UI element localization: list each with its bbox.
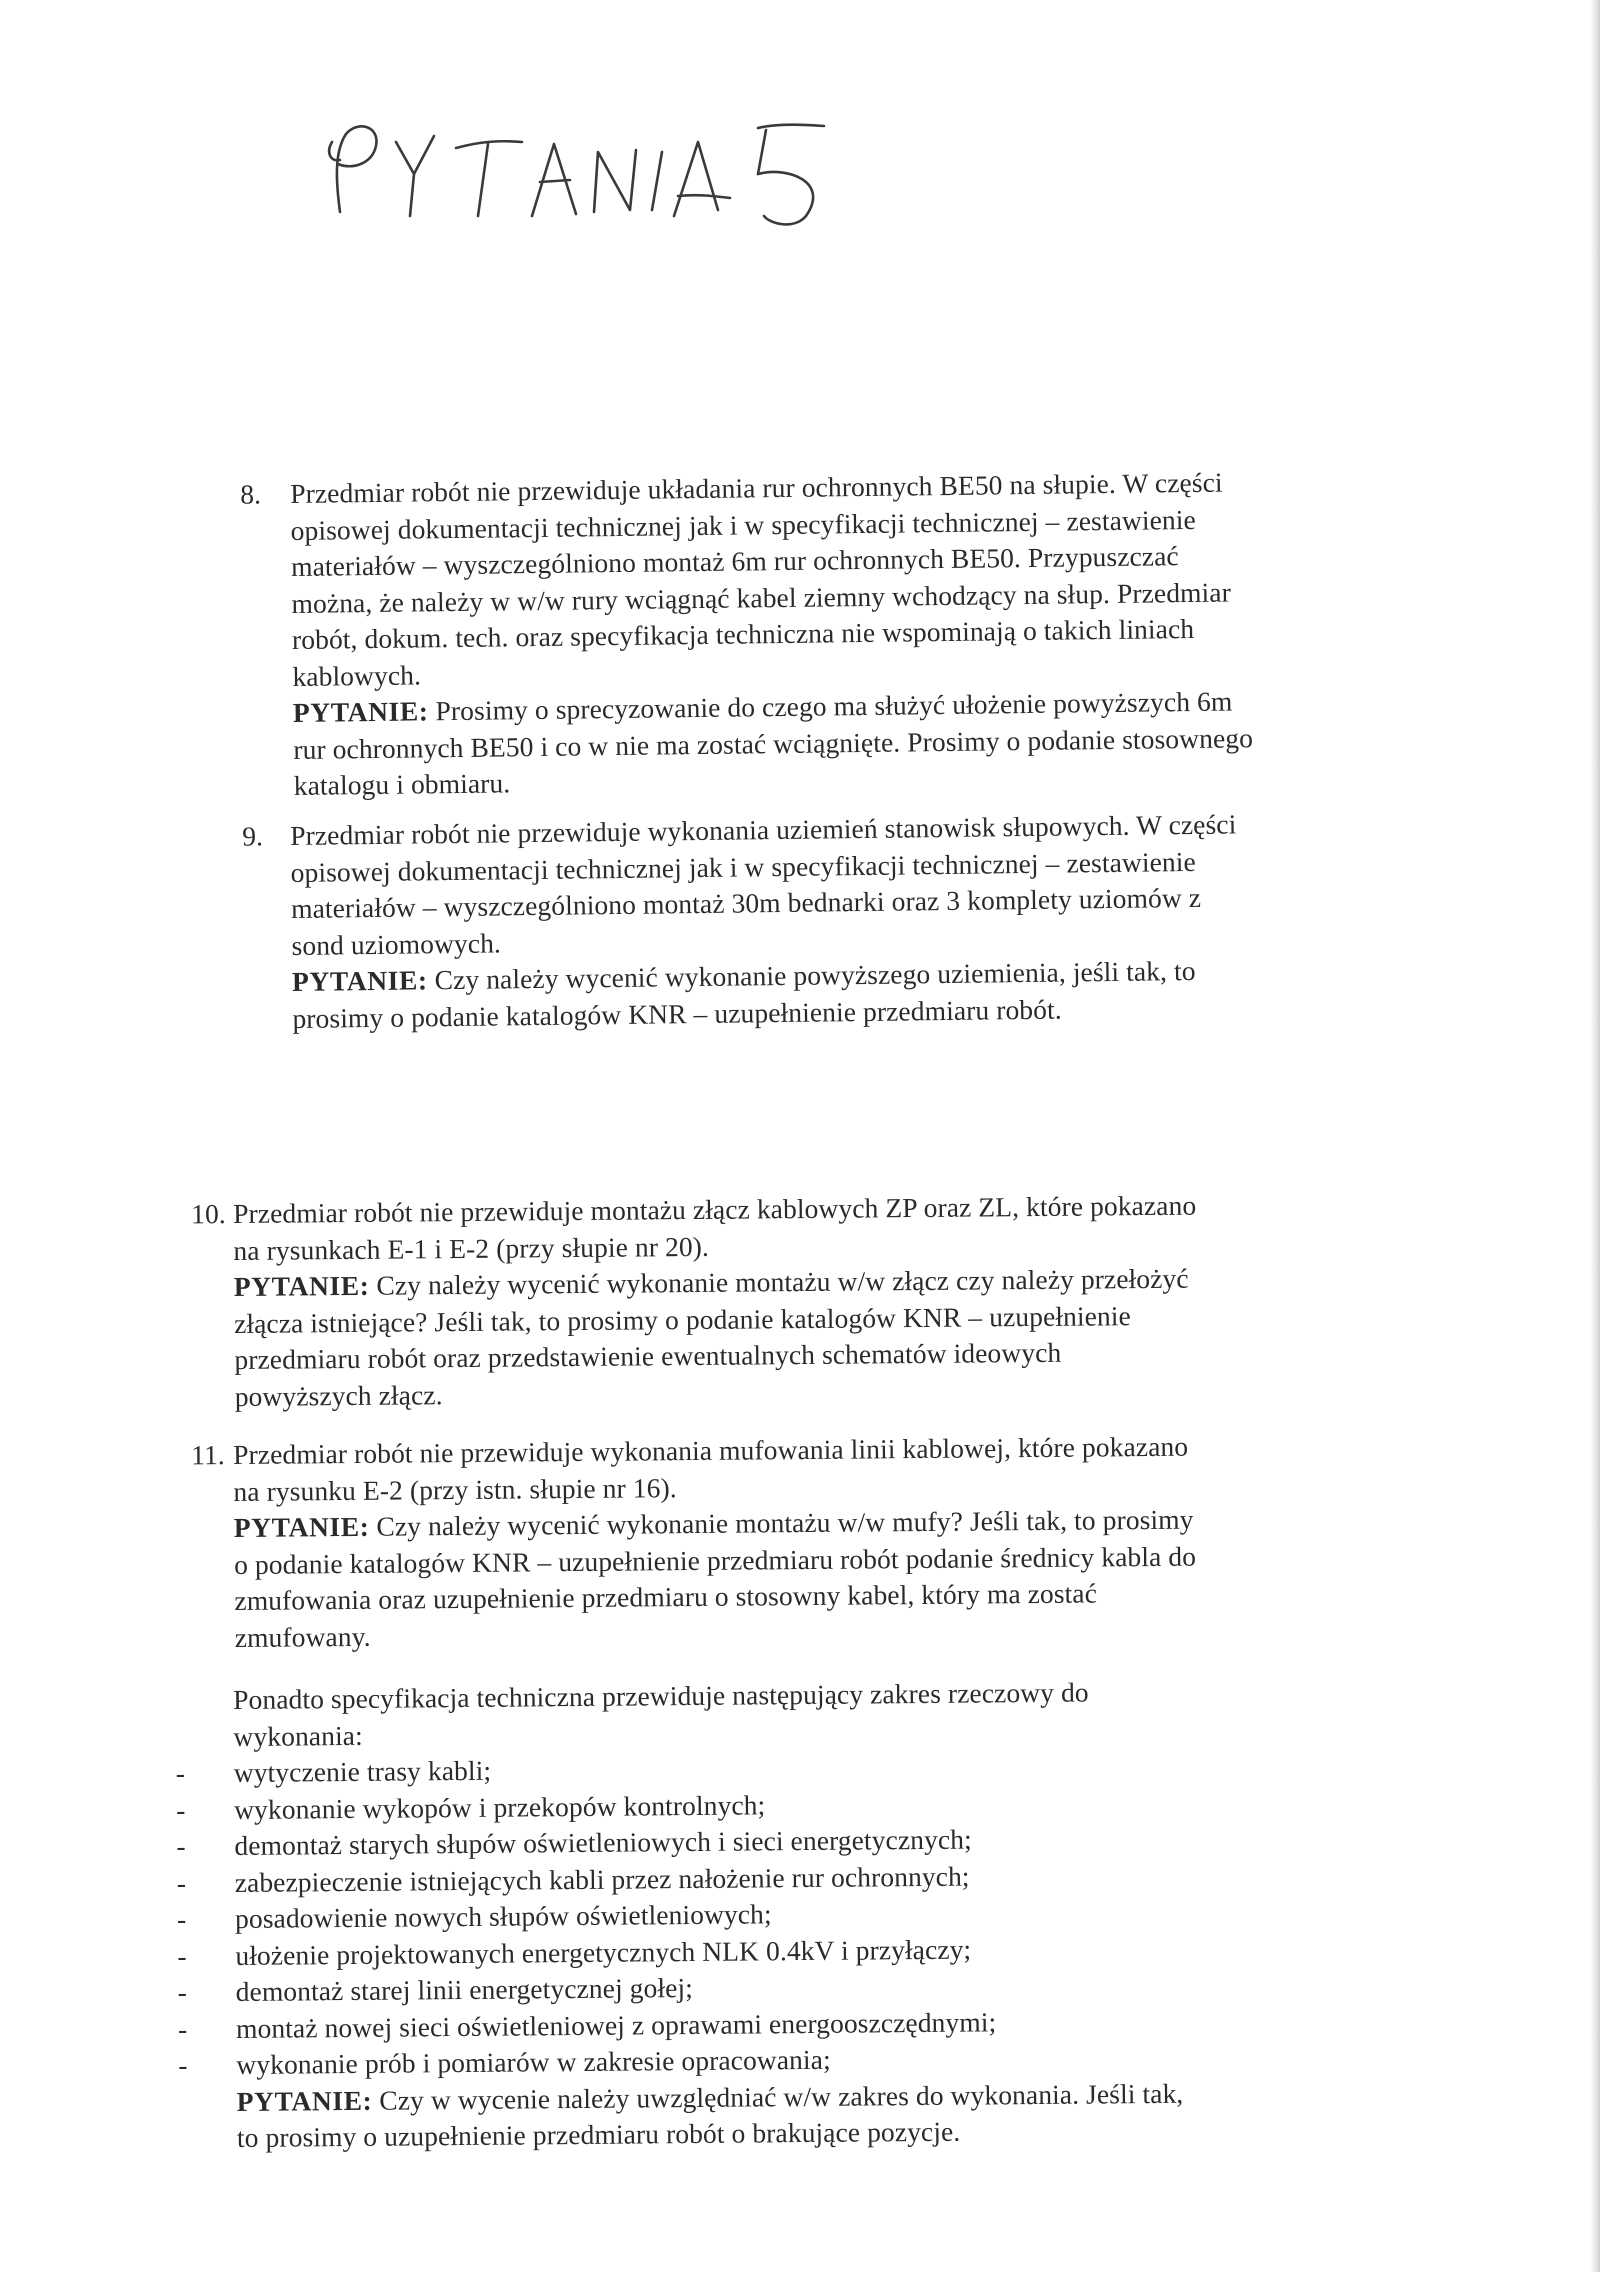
item-9-line: materiałów – wyszczególniono montaż 30m bednarki oraz 3 komplety uziomów z bbox=[290, 881, 1202, 924]
item-11-question-line: zmufowany. bbox=[234, 1620, 371, 1653]
bullet-marker: - bbox=[175, 1757, 186, 1789]
item-10-line: Przedmiar robót nie przewiduje montażu złącz kablowych ZP oraz ZL, które pokazano bbox=[233, 1189, 1197, 1229]
item-9 bbox=[242, 806, 1239, 1037]
bullet-text: demontaż starej linii energetycznej gołej; bbox=[235, 1971, 694, 2007]
bullet-marker: - bbox=[177, 1976, 188, 2008]
item-9-line: Przedmiar robót nie przewiduje wykonania uziemień stanowisk słupowych. W części bbox=[290, 808, 1237, 851]
question-label: PYTANIE: bbox=[233, 1269, 370, 1302]
bullet-text: wytyczenie trasy kabli; bbox=[233, 1754, 492, 1788]
bullet-marker: - bbox=[177, 2012, 188, 2044]
question-text: Czy należy wycenić wykonanie powyższego uziemienia, jeśli tak, to bbox=[427, 954, 1196, 996]
scan-edge-shadow bbox=[1590, 0, 1600, 2272]
item-10-number: 10. bbox=[191, 1198, 226, 1230]
item-10-line: na rysunkach E-1 i E-2 (przy słupie nr 20). bbox=[233, 1230, 710, 1266]
bullet-text: ułożenie projektowanych energetycznych NLK 0.4kV i przyłączy; bbox=[235, 1933, 972, 1971]
item-11-question-line: o podanie katalogów KNR – uzupełnienie przedmiaru robót podanie średnicy kabla do bbox=[233, 1540, 1197, 1580]
item-10 bbox=[191, 1188, 1198, 1415]
scope-question-line: to prosimy o uzupełnienie przedmiaru robót o brakujące pozycje. bbox=[236, 2115, 961, 2153]
item-8 bbox=[240, 464, 1254, 804]
question-text: Czy należy wycenić wykonanie montażu w/w złącz czy należy przełożyć bbox=[369, 1262, 1189, 1301]
bullet-text: zabezpieczenie istniejących kabli przez nałożenie rur ochronnych; bbox=[234, 1860, 970, 1898]
bullet-marker: - bbox=[178, 2049, 188, 2081]
scope-intro-line: wykonania: bbox=[233, 1719, 363, 1752]
bullet-marker: - bbox=[176, 1830, 186, 1862]
bullet-marker: - bbox=[176, 1866, 187, 1898]
item-8-line: kablowych. bbox=[292, 658, 422, 692]
item-10-question-line: złącza istniejące? Jeśli tak, to prosimy o podanie katalogów KNR – uzupełnienie bbox=[233, 1299, 1132, 1339]
question-label: PYTANIE: bbox=[233, 1510, 370, 1543]
bullet-text: demontaż starych słupów oświetleniowych i sieci energetycznych; bbox=[234, 1823, 972, 1861]
question-text: Czy należy wycenić wykonanie montażu w/w mufy? Jeśli tak, to prosimy bbox=[369, 1503, 1194, 1542]
item-9-number: 9. bbox=[242, 820, 264, 852]
item-10-question-line: powyższych złącz. bbox=[234, 1378, 443, 1412]
item-8-question-line: katalogu i obmiaru. bbox=[293, 767, 511, 801]
bullet-marker: - bbox=[175, 1793, 186, 1826]
item-8-line: można, że należy w w/w rury wciągnąć kabel ziemny wchodzący na słup. Przedmiar bbox=[291, 576, 1232, 619]
bullet-marker: - bbox=[176, 1903, 187, 1935]
handwritten-title bbox=[318, 112, 958, 242]
item-9-question-line: prosimy o podanie katalogów KNR – uzupełnienie przedmiaru robót. bbox=[292, 993, 1062, 1034]
bullet-marker: - bbox=[177, 1939, 187, 1971]
item-8-number: 8. bbox=[240, 478, 262, 510]
item-10-question-line: przedmiaru robót oraz przedstawienie ewentualnych schematów ideowych bbox=[234, 1336, 1062, 1375]
bullet-text: wykonanie wykopów i przekopów kontrolnych; bbox=[233, 1788, 766, 1825]
bullet-text: montaż nowej sieci oświetleniowej z oprawami energooszczędnymi; bbox=[235, 2005, 997, 2044]
item-11-question-line: zmufowania oraz uzupełnienie przedmiaru o stosowny kabel, który ma zostać bbox=[234, 1577, 1098, 1616]
question-text: Czy w wycenie należy uwzględniać w/w zakres do wykonania. Jeśli tak, bbox=[372, 2077, 1184, 2116]
item-9-line: opisowej dokumentacji technicznej jak i w specyfikacji technicznej – zestawienie bbox=[290, 845, 1197, 888]
item-8-line: robót, dokum. tech. oraz specyfikacja techniczna nie wspominają o takich liniach bbox=[291, 612, 1195, 655]
item-8-line: Przedmiar robót nie przewiduje układania rur ochronnych BE50 na słupie. W części bbox=[290, 466, 1223, 509]
bullet-text: posadowienie nowych słupów oświetleniowych; bbox=[234, 1898, 772, 1934]
item-11-number: 11. bbox=[191, 1439, 225, 1471]
item-11-line: na rysunku E-2 (przy istn. słupie nr 16). bbox=[233, 1471, 677, 1507]
question-label: PYTANIE: bbox=[236, 2084, 373, 2117]
question-label: PYTANIE: bbox=[292, 695, 429, 728]
item-9-line: sond uziomowych. bbox=[291, 926, 502, 961]
item-8-line: materiałów – wyszczególniono montaż 6m rur ochronnych BE50. Przypuszczać bbox=[290, 540, 1179, 582]
item-11 bbox=[191, 1429, 1197, 1656]
scope-section bbox=[175, 1674, 1184, 2157]
item-8-line: opisowej dokumentacji technicznej jak i w specyfikacji technicznej – zestawienie bbox=[290, 503, 1197, 546]
item-8-question-line: rur ochronnych BE50 i co w nie ma zostać wciągnięte. Prosimy o podanie stosownego bbox=[293, 721, 1254, 765]
item-11-line: Przedmiar robót nie przewiduje wykonania mufowania linii kablowej, które pokazano bbox=[233, 1430, 1189, 1470]
question-label: PYTANIE: bbox=[291, 964, 428, 997]
scope-intro-line: Ponadto specyfikacja techniczna przewiduje następujący zakres rzeczowy do bbox=[233, 1676, 1089, 1715]
question-text: Prosimy o sprecyzowanie do czego ma służyć ułożenie powyższych 6m bbox=[428, 685, 1233, 727]
bullet-text: wykonanie prób i pomiarów w zakresie opracowania; bbox=[236, 2043, 831, 2080]
